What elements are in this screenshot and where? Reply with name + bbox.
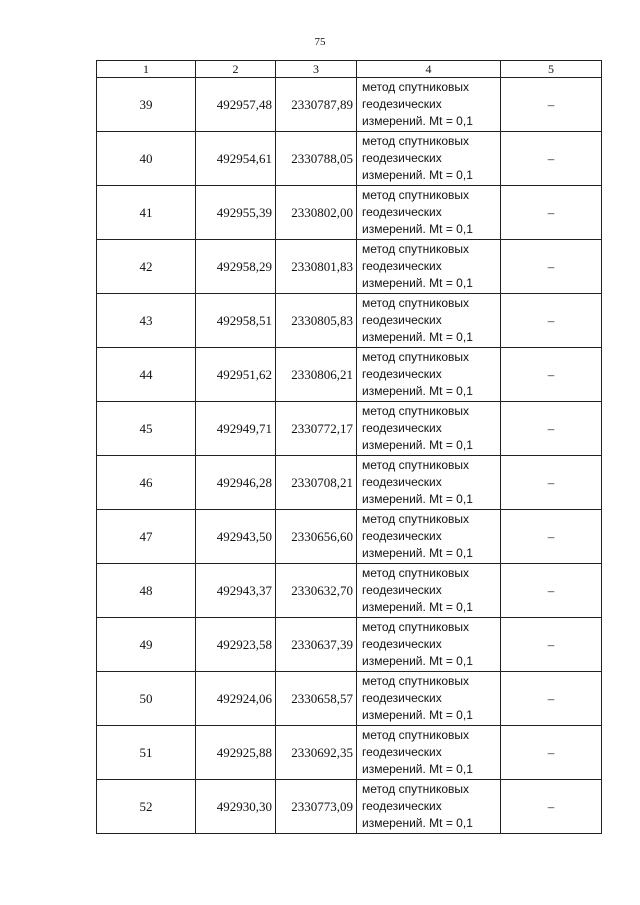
coordinate-y: 2330692,35 [276,726,357,780]
table-row [97,726,602,780]
method-line: измерений. Mt = 0,1 [362,384,473,398]
method-line: измерений. Mt = 0,1 [362,762,473,776]
coordinate-x: 492946,28 [196,456,276,510]
method-line: геодезических [362,151,442,165]
method-line: метод спутниковых [362,458,470,472]
page-number: 75 [314,36,326,48]
point-number: 49 [97,618,196,672]
method-line: измерений. Mt = 0,1 [362,222,473,236]
table-row [97,780,602,834]
method-line: метод спутниковых [362,296,470,310]
note-cell: – [501,618,602,672]
coordinate-y: 2330788,05 [276,132,357,186]
coordinate-x: 492930,30 [196,780,276,834]
method-line: геодезических [362,691,442,705]
method-line: метод спутниковых [362,674,470,688]
method-description [357,726,501,780]
method-line: геодезических [362,637,442,651]
note-cell: – [501,564,602,618]
coordinate-y: 2330801,83 [276,240,357,294]
coordinate-y: 2330656,60 [276,510,357,564]
point-number: 47 [97,510,196,564]
table-row [97,402,602,456]
method-description [357,780,501,834]
method-line: измерений. Mt = 0,1 [362,816,473,830]
method-line: метод спутниковых [362,566,470,580]
method-line: геодезических [362,799,442,813]
point-number: 48 [97,564,196,618]
method-line: измерений. Mt = 0,1 [362,492,473,506]
note-cell: – [501,132,602,186]
method-description [357,132,501,186]
table-row [97,564,602,618]
method-line: метод спутниковых [362,242,470,256]
coordinate-x: 492949,71 [196,402,276,456]
coordinate-x: 492925,88 [196,726,276,780]
column-header: 1 [97,61,196,78]
coordinate-y: 2330787,89 [276,78,357,132]
coordinate-x: 492958,29 [196,240,276,294]
note-cell: – [501,456,602,510]
method-description [357,564,501,618]
method-line: геодезических [362,583,442,597]
point-number: 42 [97,240,196,294]
coordinate-y: 2330637,39 [276,618,357,672]
method-line: геодезических [362,205,442,219]
method-line: метод спутниковых [362,188,470,202]
note-cell: – [501,510,602,564]
coordinate-y: 2330802,00 [276,186,357,240]
method-line: метод спутниковых [362,404,470,418]
coordinate-x: 492954,61 [196,132,276,186]
method-line: геодезических [362,421,442,435]
coordinate-y: 2330632,70 [276,564,357,618]
method-line: измерений. Mt = 0,1 [362,330,473,344]
point-number: 50 [97,672,196,726]
method-line: метод спутниковых [362,782,470,796]
method-description [357,510,501,564]
method-line: измерений. Mt = 0,1 [362,546,473,560]
method-description [357,294,501,348]
point-number: 39 [97,78,196,132]
note-cell: – [501,402,602,456]
coordinate-x: 492943,37 [196,564,276,618]
coordinate-x: 492923,58 [196,618,276,672]
method-line: метод спутниковых [362,728,470,742]
table-row [97,132,602,186]
coordinate-x: 492943,50 [196,510,276,564]
method-line: метод спутниковых [362,620,470,634]
method-line: геодезических [362,745,442,759]
table-row [97,78,602,132]
method-line: метод спутниковых [362,80,470,94]
coordinate-x: 492957,48 [196,78,276,132]
coordinate-x: 492958,51 [196,294,276,348]
table-row [97,672,602,726]
table-row [97,294,602,348]
note-cell: – [501,780,602,834]
table-body [97,78,602,834]
note-cell: – [501,78,602,132]
coordinate-y: 2330806,21 [276,348,357,402]
method-line: измерений. Mt = 0,1 [362,114,473,128]
table-header-row [97,61,602,78]
method-description [357,672,501,726]
note-cell: – [501,186,602,240]
method-description [357,456,501,510]
method-line: геодезических [362,529,442,543]
method-description [357,348,501,402]
method-line: метод спутниковых [362,512,470,526]
point-number: 43 [97,294,196,348]
coordinate-x: 492955,39 [196,186,276,240]
coordinate-y: 2330658,57 [276,672,357,726]
method-description [357,240,501,294]
table-row [97,456,602,510]
point-number: 51 [97,726,196,780]
table-row [97,186,602,240]
method-line: геодезических [362,313,442,327]
table-row [97,240,602,294]
column-header: 5 [501,61,602,78]
note-cell: – [501,240,602,294]
coordinates-table [96,60,602,834]
point-number: 45 [97,402,196,456]
method-description [357,618,501,672]
point-number: 41 [97,186,196,240]
method-line: геодезических [362,367,442,381]
table-row [97,348,602,402]
method-line: измерений. Mt = 0,1 [362,276,473,290]
method-line: измерений. Mt = 0,1 [362,708,473,722]
coordinate-x: 492924,06 [196,672,276,726]
note-cell: – [501,294,602,348]
coordinate-y: 2330773,09 [276,780,357,834]
note-cell: – [501,726,602,780]
column-header: 4 [357,61,501,78]
coordinate-y: 2330772,17 [276,402,357,456]
method-line: геодезических [362,259,442,273]
method-description [357,186,501,240]
method-line: измерений. Mt = 0,1 [362,438,473,452]
coordinate-x: 492951,62 [196,348,276,402]
method-line: геодезических [362,475,442,489]
column-header: 2 [196,61,276,78]
point-number: 44 [97,348,196,402]
note-cell: – [501,348,602,402]
method-line: метод спутниковых [362,134,470,148]
method-line: измерений. Mt = 0,1 [362,654,473,668]
point-number: 40 [97,132,196,186]
method-description [357,78,501,132]
method-description [357,402,501,456]
table-row [97,510,602,564]
table-row [97,618,602,672]
column-header: 3 [276,61,357,78]
point-number: 52 [97,780,196,834]
point-number: 46 [97,456,196,510]
note-cell: – [501,672,602,726]
method-line: измерений. Mt = 0,1 [362,600,473,614]
coordinate-y: 2330708,21 [276,456,357,510]
method-line: геодезических [362,97,442,111]
method-line: измерений. Mt = 0,1 [362,168,473,182]
coordinate-y: 2330805,83 [276,294,357,348]
method-line: метод спутниковых [362,350,470,364]
